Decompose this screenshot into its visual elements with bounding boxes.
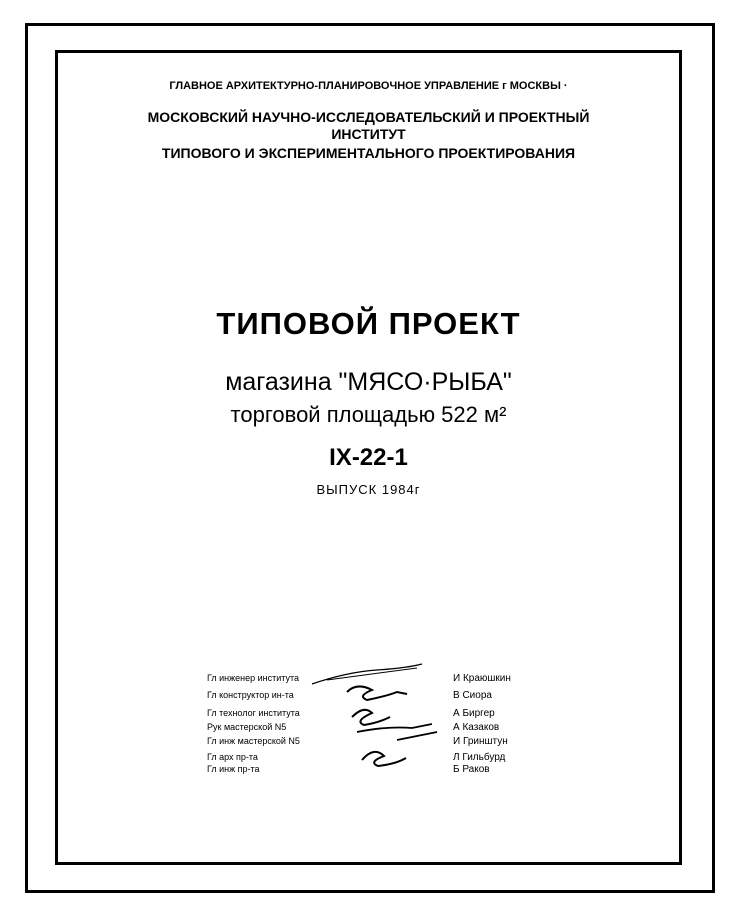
- subtitle-area: торговой площадью 522 м²: [230, 402, 507, 427]
- subtitle-store: магазина "МЯСО·РЫБА": [225, 368, 512, 396]
- staff-list: [207, 670, 557, 790]
- org-line-3: ИНСТИТУТ: [331, 126, 406, 142]
- org-line-1: ГЛАВНОЕ АРХИТЕКТУРНО-ПЛАНИРОВОЧНОЕ УПРАВЛЕНИЕ г МОСКВЫ ·: [169, 80, 568, 92]
- staff-role: Гл конструктор ин-та: [207, 690, 294, 700]
- page-title: ТИПОВОЙ ПРОЕКТ: [216, 306, 521, 341]
- staff-role: Гл инженер института: [207, 673, 300, 683]
- staff-name: И Краюшкин: [453, 673, 511, 684]
- staff-role: Гл технолог института: [207, 708, 300, 718]
- staff-row: [207, 690, 557, 702]
- org-line-4: ТИПОВОГО И ЭКСПЕРИМЕНТАЛЬНОГО ПРОЕКТИРОВАНИЯ: [161, 145, 576, 161]
- staff-row: [207, 764, 557, 776]
- staff-name: А Казаков: [453, 722, 500, 733]
- staff-name: В Сиора: [453, 690, 492, 701]
- staff-role: Рук мастерской N5: [207, 722, 287, 732]
- org-line-2: МОСКОВСКИЙ НАУЧНО-ИССЛЕДОВАТЕЛЬСКИЙ И ПРОЕКТНЫЙ: [147, 109, 590, 125]
- project-code: IX-22-1: [329, 444, 408, 471]
- staff-name: А Биргер: [453, 708, 495, 719]
- staff-row: [207, 736, 557, 748]
- staff-name: Б Раков: [453, 764, 490, 775]
- issue-year: ВЫПУСК 1984г: [316, 482, 421, 497]
- staff-role: Гл инж пр-та: [207, 764, 260, 774]
- staff-role: Гл инж мастерской N5: [207, 736, 300, 746]
- staff-row: [207, 752, 557, 764]
- staff-role: Гл арх пр-та: [207, 752, 258, 762]
- staff-name: И Гринштун: [453, 736, 508, 747]
- staff-row: [207, 708, 557, 720]
- staff-name: Л Гильбурд: [453, 752, 506, 763]
- staff-row: [207, 673, 557, 685]
- staff-row: [207, 722, 557, 734]
